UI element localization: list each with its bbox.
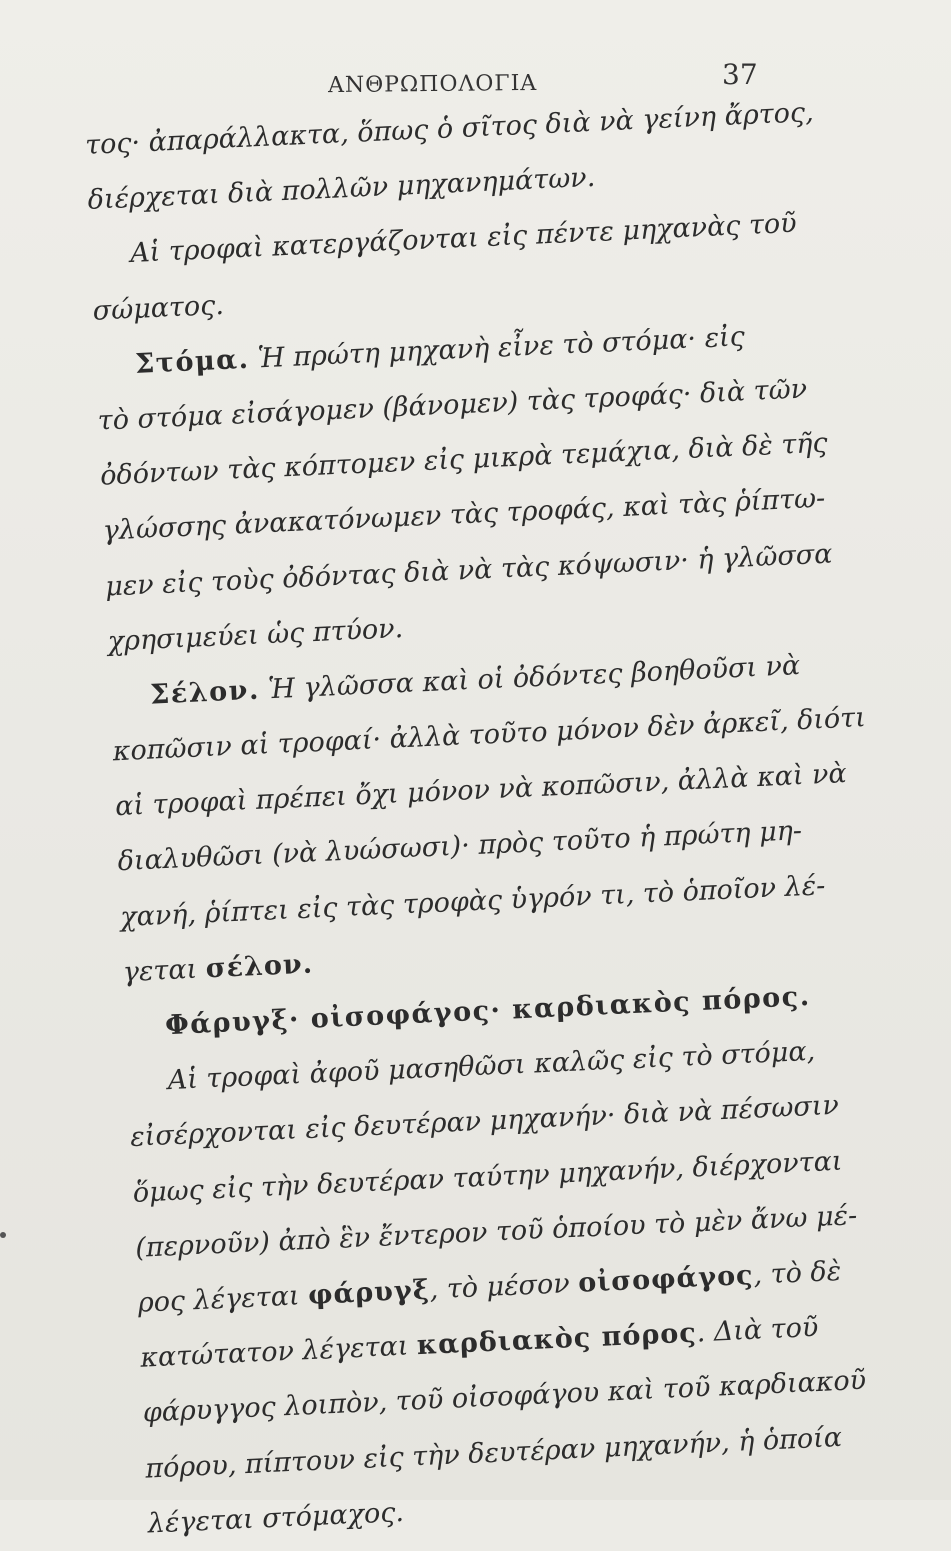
text-line: διαλυθῶσι (νὰ λυώσωσι)· πρὸς τοῦτο ἡ πρώτη μη- — [117, 815, 803, 878]
text-line: Αἱ τροφαὶ ἀφοῦ μασηθῶσι καλῶς εἰς τὸ στόμα, — [167, 1035, 816, 1097]
term-selon: σέλον. — [204, 948, 314, 985]
text-line: Αἱ τροφαὶ κατεργάζονται εἰς πέντε μηχανὰς τοῦ — [129, 208, 798, 270]
text-line: διέρχεται διὰ πολλῶν μηχανημάτων. — [87, 162, 596, 217]
running-head: ΑΝΘΡΩΠΟΛΟΓΙΑ — [327, 70, 538, 99]
subheading-text: Φάρυγξ· οἰσοφάγος· καρδιακὸς πόρος. — [164, 980, 812, 1042]
text-line: ὀδόντων τὰς κόπτομεν εἰς μικρὰ τεμάχια, διὰ δὲ τῆς — [99, 427, 829, 492]
text-line: (περνοῦν) ἀπὸ ἓν ἔντερον τοῦ ὁποίου τὸ μὲν ἄνω μέ- — [134, 1199, 858, 1264]
text-line: τὸ στόμα εἰσάγομεν (βάνομεν) τὰς τροφάς· διὰ τῶν — [97, 373, 808, 437]
text-line: χανή, ῥίπτει εἰς τὰς τροφὰς ὑγρόν τι, τὸ ὁποῖον λέ- — [119, 869, 826, 933]
text-line: κατώτατον λέγεται καρδιακὸς πόρος. Διὰ τοῦ — [139, 1312, 819, 1374]
section-term-selon: Σέλον. — [149, 674, 261, 711]
term-oisofagos: οἰσοφάγος — [577, 1259, 755, 1299]
text-line: φάρυγγος λοιπὸν, τοῦ οἰσοφάγου καὶ τοῦ καρδιακοῦ — [142, 1365, 867, 1429]
text-line: γλώσσης ἀνακατόνωμεν τὰς τροφάς, καὶ τὰς ῥίπτω- — [102, 483, 826, 547]
text-line: αἱ τροφαὶ πρέπει ὄχι μόνον νὰ κοπῶσιν, ἀλλὰ καὶ νὰ — [114, 758, 848, 823]
text-line: λέγεται στόμαχος. — [147, 1496, 405, 1540]
text-line: εἰσέρχονται εἰς δευτέραν μηχανήν· διὰ νὰ πέσωσιν — [129, 1090, 840, 1154]
page-number: 37 — [722, 58, 758, 91]
text-line: πόρου, πίπτουν εἰς τὴν δευτέραν μηχανήν, ἡ ὁποία — [144, 1421, 843, 1485]
text-line: χρησιμεύει ὡς πτύον. — [107, 612, 404, 658]
text-line: γεται σέλον. — [122, 948, 314, 988]
term-kardiakos: καρδιακὸς πόρος — [416, 1317, 698, 1362]
margin-dot — [0, 1232, 6, 1238]
term-farygx: φάρυγξ — [307, 1274, 431, 1311]
text-line: ὅμως εἰς τὴν δευτέραν ταύτην μηχανήν, διέρχονται — [132, 1145, 844, 1209]
body-text — [84, 84, 908, 1551]
text-line: ρος λέγεται φάρυγξ, τὸ μέσον οἰσοφάγος, τὸ δὲ — [137, 1255, 842, 1319]
section-term-stoma: Στόμα. — [134, 343, 251, 380]
text-line: Στόμα. Ἡ πρώτη μηχανὴ εἶνε τὸ στόμα· εἰς — [134, 321, 746, 380]
text-line: κοπῶσιν αἱ τροφαί· ἀλλὰ τοῦτο μόνον δὲν ἀρκεῖ, διότι — [112, 702, 867, 768]
text-line: σώματος. — [92, 289, 225, 327]
text-line: Σέλον. Ἡ γλῶσσα καὶ οἱ ὀδόντες βοηθοῦσι νὰ — [149, 649, 801, 711]
text-line: μεν εἰς τοὺς ὀδόντας διὰ νὰ τὰς κόψωσιν· ἡ γλῶσσα — [104, 538, 834, 603]
text-line: τος· ἀπαράλλακτα, ὅπως ὁ σῖτος διὰ νὰ γείνη ἄρτος, — [84, 96, 815, 161]
